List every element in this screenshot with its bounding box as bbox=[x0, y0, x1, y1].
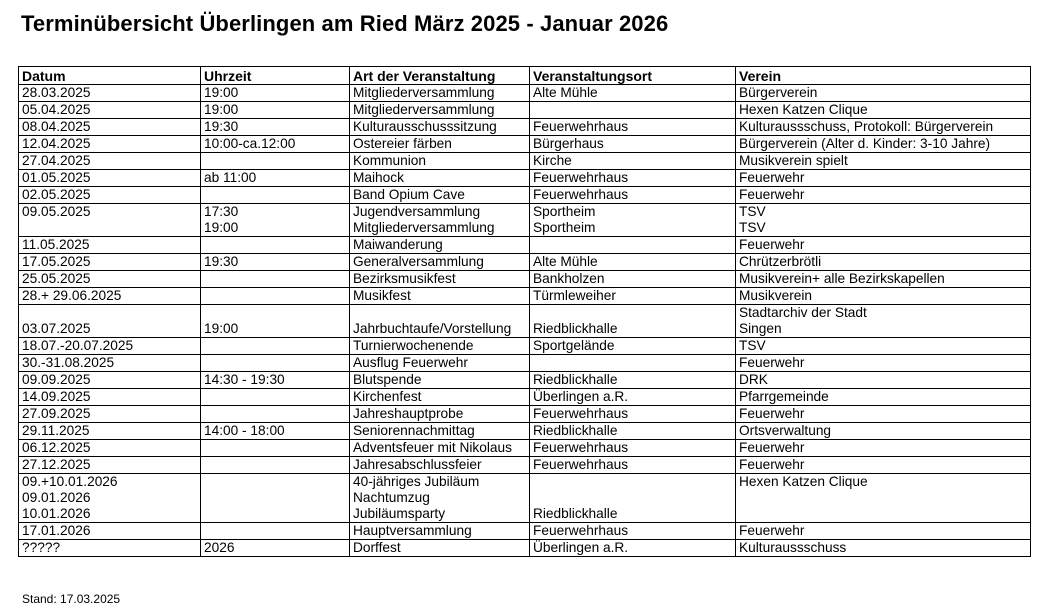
cell-ort bbox=[530, 474, 736, 523]
cell-zeit bbox=[201, 254, 350, 271]
cell-art-line: Bezirksmusikfest bbox=[353, 271, 456, 286]
cell-ort-line: Riedblickhalle bbox=[533, 506, 618, 521]
table-row bbox=[19, 119, 1031, 136]
cell-art bbox=[350, 271, 530, 288]
cell-datum bbox=[19, 237, 201, 254]
cell-datum bbox=[19, 440, 201, 457]
cell-zeit-line bbox=[204, 288, 346, 304]
table-row bbox=[19, 338, 1031, 355]
cell-datum-line: 27.12.2025 bbox=[22, 457, 91, 472]
cell-verein bbox=[736, 372, 1031, 389]
cell-datum bbox=[19, 338, 201, 355]
table-row bbox=[19, 355, 1031, 372]
cell-art-line: Band Opium Cave bbox=[353, 187, 465, 202]
cell-ort bbox=[530, 204, 736, 237]
cell-zeit-line: 19:30 bbox=[204, 119, 239, 134]
cell-art-line: Mitgliederversammlung bbox=[353, 102, 495, 117]
cell-ort-line: Feuerwehrhaus bbox=[533, 187, 629, 202]
header-ort: Veranstaltungsort bbox=[530, 67, 736, 85]
cell-verein-line bbox=[739, 490, 1027, 506]
cell-art bbox=[350, 170, 530, 187]
cell-datum bbox=[19, 271, 201, 288]
cell-zeit bbox=[201, 237, 350, 254]
cell-verein bbox=[736, 119, 1031, 136]
cell-ort-line: Riedblickhalle bbox=[533, 372, 618, 387]
cell-zeit bbox=[201, 119, 350, 136]
cell-datum bbox=[19, 355, 201, 372]
cell-zeit bbox=[201, 102, 350, 119]
cell-verein-line: Feuerwehr bbox=[739, 170, 805, 185]
table-row bbox=[19, 237, 1031, 254]
cell-verein-line: Hexen Katzen Clique bbox=[739, 474, 868, 489]
table-row bbox=[19, 474, 1031, 523]
cell-datum-line: 14.09.2025 bbox=[22, 389, 91, 404]
cell-art bbox=[350, 423, 530, 440]
cell-datum-line: 03.07.2025 bbox=[22, 321, 91, 336]
cell-verein-line: Ortsverwaltung bbox=[739, 423, 832, 438]
cell-zeit-line: ab 11:00 bbox=[204, 170, 257, 185]
cell-verein-line: Feuerwehr bbox=[739, 237, 805, 252]
cell-ort bbox=[530, 153, 736, 170]
table-row bbox=[19, 85, 1031, 102]
cell-verein bbox=[736, 170, 1031, 187]
cell-ort-line: Sportgelände bbox=[533, 338, 615, 353]
cell-art bbox=[350, 440, 530, 457]
cell-art-line: Seniorennachmittag bbox=[353, 423, 475, 438]
cell-verein-line: TSV bbox=[739, 204, 766, 219]
cell-art-line: Ausflug Feuerwehr bbox=[353, 355, 468, 370]
cell-datum-line: 28.03.2025 bbox=[22, 85, 91, 100]
cell-datum-line: 05.04.2025 bbox=[22, 102, 91, 117]
cell-art-line: 40-jähriges Jubiläum bbox=[353, 474, 480, 489]
cell-art bbox=[350, 254, 530, 271]
cell-ort bbox=[530, 170, 736, 187]
cell-ort bbox=[530, 389, 736, 406]
cell-ort-line: Bankholzen bbox=[533, 271, 605, 286]
cell-zeit-line bbox=[204, 506, 346, 522]
stand-date: Stand: 17.03.2025 bbox=[22, 592, 121, 606]
cell-ort-line: Feuerwehrhaus bbox=[533, 523, 629, 538]
cell-art-line: Jubiläumsparty bbox=[353, 506, 446, 521]
cell-ort-line: Alte Mühle bbox=[533, 254, 598, 269]
cell-datum-line: 17.01.2026 bbox=[22, 523, 91, 538]
cell-ort bbox=[530, 423, 736, 440]
cell-ort-line: Feuerwehrhaus bbox=[533, 406, 629, 421]
cell-datum bbox=[19, 288, 201, 305]
cell-ort-line bbox=[533, 102, 732, 118]
cell-datum-line: 28.+ 29.06.2025 bbox=[22, 288, 122, 303]
cell-zeit-line bbox=[204, 153, 346, 169]
cell-verein-line: TSV bbox=[739, 338, 766, 353]
cell-art-line: Maiwanderung bbox=[353, 237, 443, 252]
cell-ort bbox=[530, 457, 736, 474]
cell-ort bbox=[530, 440, 736, 457]
cell-ort-line: Bürgerhaus bbox=[533, 136, 604, 151]
cell-datum-line: 30.-31.08.2025 bbox=[22, 355, 115, 370]
cell-datum-line: 27.09.2025 bbox=[22, 406, 91, 421]
cell-verein-line: Feuerwehr bbox=[739, 457, 805, 472]
cell-verein-line: Stadtarchiv der Stadt bbox=[739, 305, 867, 320]
cell-datum-line: 25.05.2025 bbox=[22, 271, 91, 286]
cell-verein bbox=[736, 85, 1031, 102]
cell-verein-line: Pfarrgemeinde bbox=[739, 389, 829, 404]
cell-art-line: Maihock bbox=[353, 170, 404, 185]
cell-ort bbox=[530, 85, 736, 102]
cell-zeit-line bbox=[204, 523, 346, 539]
cell-ort-line: Überlingen a.R. bbox=[533, 540, 629, 555]
cell-ort bbox=[530, 540, 736, 557]
cell-ort-line: Riedblickhalle bbox=[533, 321, 618, 336]
cell-art bbox=[350, 406, 530, 423]
cell-verein-line: Kulturaussschuss bbox=[739, 540, 847, 555]
cell-datum-line: ????? bbox=[22, 540, 61, 555]
cell-zeit bbox=[201, 523, 350, 540]
cell-art bbox=[350, 153, 530, 170]
cell-zeit bbox=[201, 338, 350, 355]
table-row bbox=[19, 271, 1031, 288]
table-row bbox=[19, 440, 1031, 457]
table-row bbox=[19, 204, 1031, 237]
cell-verein bbox=[736, 254, 1031, 271]
cell-art bbox=[350, 85, 530, 102]
cell-zeit-line: 17:30 bbox=[204, 204, 239, 219]
table-row bbox=[19, 423, 1031, 440]
cell-zeit-line bbox=[204, 490, 346, 506]
cell-datum-line: 08.04.2025 bbox=[22, 119, 91, 134]
cell-zeit bbox=[201, 372, 350, 389]
cell-art bbox=[350, 102, 530, 119]
cell-zeit bbox=[201, 204, 350, 237]
cell-ort-line: Feuerwehrhaus bbox=[533, 440, 629, 455]
page-title: Terminübersicht Überlingen am Ried März 2025 - Januar 2026 bbox=[21, 11, 669, 36]
cell-verein-line: Singen bbox=[739, 321, 782, 336]
cell-zeit bbox=[201, 153, 350, 170]
cell-art bbox=[350, 372, 530, 389]
cell-verein-line: Musikverein spielt bbox=[739, 153, 848, 168]
cell-datum bbox=[19, 372, 201, 389]
cell-ort bbox=[530, 288, 736, 305]
cell-verein bbox=[736, 153, 1031, 170]
cell-ort-line bbox=[533, 355, 732, 371]
cell-art bbox=[350, 389, 530, 406]
cell-ort bbox=[530, 372, 736, 389]
cell-art-line: Kulturausschusssitzung bbox=[353, 119, 497, 134]
cell-zeit bbox=[201, 423, 350, 440]
cell-art-line: Musikfest bbox=[353, 288, 411, 303]
cell-datum-line: 09.05.2025 bbox=[22, 204, 91, 219]
cell-art bbox=[350, 474, 530, 523]
cell-datum-line: 06.12.2025 bbox=[22, 440, 91, 455]
table-row bbox=[19, 254, 1031, 271]
cell-zeit-line: 10:00-ca.12:00 bbox=[204, 136, 296, 151]
cell-zeit bbox=[201, 187, 350, 204]
cell-ort-line: Türmleweiher bbox=[533, 288, 616, 303]
cell-art bbox=[350, 540, 530, 557]
cell-zeit bbox=[201, 271, 350, 288]
cell-ort bbox=[530, 355, 736, 372]
cell-ort bbox=[530, 254, 736, 271]
table-row bbox=[19, 305, 1031, 338]
cell-datum bbox=[19, 540, 201, 557]
cell-verein-line: Musikverein bbox=[739, 288, 813, 303]
cell-verein-line bbox=[739, 506, 1027, 522]
cell-verein-line: Musikverein+ alle Bezirkskapellen bbox=[739, 271, 945, 286]
cell-datum bbox=[19, 170, 201, 187]
cell-art-line: Nachtumzug bbox=[353, 490, 430, 505]
cell-art bbox=[350, 187, 530, 204]
cell-verein bbox=[736, 136, 1031, 153]
table-row bbox=[19, 153, 1031, 170]
table-row bbox=[19, 136, 1031, 153]
cell-art-line: Jahreshauptprobe bbox=[353, 406, 464, 421]
cell-zeit bbox=[201, 457, 350, 474]
cell-datum bbox=[19, 423, 201, 440]
cell-ort-line: Überlingen a.R. bbox=[533, 389, 629, 404]
cell-datum-line: 09.+10.01.2026 bbox=[22, 474, 118, 489]
cell-verein-line: DRK bbox=[739, 372, 768, 387]
cell-art-line: Jahresabschlussfeier bbox=[353, 457, 482, 472]
cell-zeit-line bbox=[204, 237, 346, 253]
cell-art-line: Adventsfeuer mit Nikolaus bbox=[353, 440, 512, 455]
cell-datum bbox=[19, 389, 201, 406]
cell-datum bbox=[19, 305, 201, 338]
cell-zeit-line bbox=[204, 338, 346, 354]
cell-datum-line: 09.09.2025 bbox=[22, 372, 91, 387]
header-verein: Verein bbox=[736, 67, 1031, 85]
cell-datum-line: 10.01.2026 bbox=[22, 506, 91, 521]
header-art: Art der Veranstaltung bbox=[350, 67, 530, 85]
cell-art bbox=[350, 355, 530, 372]
cell-datum bbox=[19, 254, 201, 271]
cell-zeit bbox=[201, 440, 350, 457]
cell-art-line: Kirchenfest bbox=[353, 389, 422, 404]
cell-ort bbox=[530, 102, 736, 119]
cell-art-line: Generalversammlung bbox=[353, 254, 484, 269]
cell-verein bbox=[736, 474, 1031, 523]
table-row bbox=[19, 187, 1031, 204]
table-row bbox=[19, 540, 1031, 557]
cell-verein bbox=[736, 187, 1031, 204]
cell-datum-line: 18.07.-20.07.2025 bbox=[22, 338, 134, 353]
cell-art-line: Dorffest bbox=[353, 540, 401, 555]
cell-ort bbox=[530, 136, 736, 153]
cell-ort-line bbox=[533, 490, 732, 506]
cell-verein-line: Feuerwehr bbox=[739, 440, 805, 455]
cell-zeit-line bbox=[204, 355, 346, 371]
cell-datum bbox=[19, 204, 201, 237]
cell-datum bbox=[19, 187, 201, 204]
cell-zeit-line: 19:00 bbox=[204, 102, 239, 117]
cell-ort-line: Alte Mühle bbox=[533, 85, 598, 100]
table-row bbox=[19, 372, 1031, 389]
cell-ort-line bbox=[533, 237, 732, 253]
table-row bbox=[19, 288, 1031, 305]
cell-datum bbox=[19, 102, 201, 119]
cell-verein-line: Feuerwehr bbox=[739, 523, 805, 538]
cell-verein-line: Bürgerverein (Alter d. Kinder: 3-10 Jahre) bbox=[739, 136, 991, 151]
cell-ort-line: Sportheim bbox=[533, 220, 596, 235]
cell-verein bbox=[736, 102, 1031, 119]
cell-verein-line: TSV bbox=[739, 220, 766, 235]
cell-ort bbox=[530, 406, 736, 423]
schedule-table bbox=[18, 66, 1031, 557]
cell-verein-line: Feuerwehr bbox=[739, 355, 805, 370]
cell-verein-line: Hexen Katzen Clique bbox=[739, 102, 868, 117]
cell-verein bbox=[736, 423, 1031, 440]
table-row bbox=[19, 102, 1031, 119]
cell-zeit bbox=[201, 389, 350, 406]
cell-zeit bbox=[201, 170, 350, 187]
cell-verein bbox=[736, 204, 1031, 237]
cell-art-line: Hauptversammlung bbox=[353, 523, 472, 538]
cell-art bbox=[350, 457, 530, 474]
table-row bbox=[19, 406, 1031, 423]
cell-art bbox=[350, 204, 530, 237]
cell-zeit-line bbox=[204, 389, 346, 405]
cell-zeit-line bbox=[204, 271, 346, 287]
cell-verein bbox=[736, 288, 1031, 305]
cell-datum bbox=[19, 457, 201, 474]
cell-verein bbox=[736, 237, 1031, 254]
cell-art bbox=[350, 288, 530, 305]
cell-datum-line: 02.05.2025 bbox=[22, 187, 91, 202]
table-row bbox=[19, 457, 1031, 474]
cell-datum-line: 29.11.2025 bbox=[22, 423, 90, 438]
cell-zeit bbox=[201, 136, 350, 153]
cell-verein bbox=[736, 389, 1031, 406]
cell-verein bbox=[736, 540, 1031, 557]
cell-ort-line: Feuerwehrhaus bbox=[533, 457, 629, 472]
cell-zeit bbox=[201, 355, 350, 372]
cell-art-line: Kommunion bbox=[353, 153, 427, 168]
cell-zeit-line: 14:00 - 18:00 bbox=[204, 423, 285, 438]
cell-verein bbox=[736, 305, 1031, 338]
cell-zeit bbox=[201, 305, 350, 338]
cell-datum-line: 11.05.2025 bbox=[22, 237, 90, 252]
header-datum: Datum bbox=[19, 67, 201, 85]
cell-datum-line: 27.04.2025 bbox=[22, 153, 91, 168]
cell-zeit bbox=[201, 540, 350, 557]
cell-verein bbox=[736, 338, 1031, 355]
cell-ort bbox=[530, 523, 736, 540]
cell-zeit-line bbox=[204, 406, 346, 422]
cell-zeit-line: 19:30 bbox=[204, 254, 239, 269]
cell-art-line: Jugendversammlung bbox=[353, 204, 481, 219]
cell-ort bbox=[530, 338, 736, 355]
cell-ort bbox=[530, 237, 736, 254]
cell-zeit-line: 19:00 bbox=[204, 321, 239, 336]
cell-zeit-line bbox=[204, 440, 346, 456]
cell-zeit bbox=[201, 288, 350, 305]
cell-ort-line bbox=[533, 474, 732, 490]
cell-datum bbox=[19, 119, 201, 136]
cell-zeit-line bbox=[204, 474, 346, 490]
cell-art-line: Jahrbuchtaufe/Vorstellung bbox=[353, 321, 512, 336]
cell-datum bbox=[19, 474, 201, 523]
cell-art bbox=[350, 523, 530, 540]
cell-ort-line: Feuerwehrhaus bbox=[533, 170, 629, 185]
cell-datum bbox=[19, 153, 201, 170]
cell-zeit bbox=[201, 406, 350, 423]
cell-datum bbox=[19, 523, 201, 540]
cell-art-line: Mitgliederversammlung bbox=[353, 220, 495, 235]
cell-art-line: Mitgliederversammlung bbox=[353, 85, 495, 100]
cell-verein-line: Feuerwehr bbox=[739, 406, 805, 421]
cell-datum-line: 17.05.2025 bbox=[22, 254, 91, 269]
cell-verein-line: Kulturaussschuss, Protokoll: Bürgerverein bbox=[739, 119, 994, 134]
cell-zeit-line bbox=[204, 187, 346, 203]
table-row bbox=[19, 389, 1031, 406]
cell-verein-line: Feuerwehr bbox=[739, 187, 805, 202]
cell-verein bbox=[736, 271, 1031, 288]
cell-zeit bbox=[201, 474, 350, 523]
cell-art-line: Blutspende bbox=[353, 372, 422, 387]
cell-datum-line: 09.01.2026 bbox=[22, 490, 91, 505]
cell-art-line: Turnierwochenende bbox=[353, 338, 474, 353]
cell-art bbox=[350, 136, 530, 153]
cell-ort-line: Riedblickhalle bbox=[533, 423, 618, 438]
cell-datum bbox=[19, 136, 201, 153]
cell-art bbox=[350, 119, 530, 136]
table-row bbox=[19, 170, 1031, 187]
cell-verein-line: Chrützerbrötli bbox=[739, 254, 822, 269]
table-row bbox=[19, 523, 1031, 540]
cell-ort bbox=[530, 305, 736, 338]
cell-ort-line: Feuerwehrhaus bbox=[533, 119, 629, 134]
cell-verein bbox=[736, 523, 1031, 540]
header-uhrzeit: Uhrzeit bbox=[201, 67, 350, 85]
cell-ort-line: Kirche bbox=[533, 153, 572, 168]
cell-zeit bbox=[201, 85, 350, 102]
cell-ort bbox=[530, 119, 736, 136]
table-header-row bbox=[19, 67, 1031, 85]
cell-verein bbox=[736, 355, 1031, 372]
cell-verein bbox=[736, 457, 1031, 474]
cell-zeit-line: 2026 bbox=[204, 540, 235, 555]
cell-datum-line: 01.05.2025 bbox=[22, 170, 91, 185]
cell-datum-line bbox=[22, 220, 197, 236]
cell-zeit-line bbox=[204, 457, 346, 473]
cell-art-line: Ostereier färben bbox=[353, 136, 452, 151]
cell-verein bbox=[736, 406, 1031, 423]
cell-art bbox=[350, 237, 530, 254]
cell-ort bbox=[530, 271, 736, 288]
cell-verein bbox=[736, 440, 1031, 457]
cell-zeit-line: 19:00 bbox=[204, 85, 239, 100]
cell-ort-line: Sportheim bbox=[533, 204, 596, 219]
cell-datum bbox=[19, 406, 201, 423]
table-body bbox=[19, 85, 1031, 557]
cell-zeit-line: 14:30 - 19:30 bbox=[204, 372, 285, 387]
cell-zeit-line: 19:00 bbox=[204, 220, 239, 235]
cell-datum bbox=[19, 85, 201, 102]
cell-art bbox=[350, 305, 530, 338]
cell-ort bbox=[530, 187, 736, 204]
cell-datum-line: 12.04.2025 bbox=[22, 136, 91, 151]
cell-art bbox=[350, 338, 530, 355]
cell-verein-line: Bürgerverein bbox=[739, 85, 818, 100]
